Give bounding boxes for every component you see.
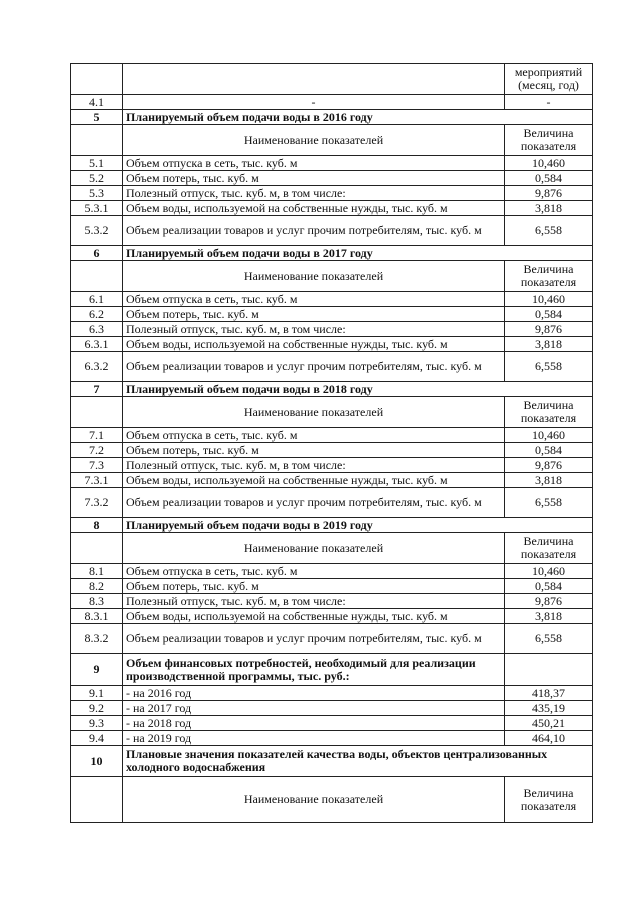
table-row: [71, 624, 593, 654]
row-name: - на 2016 год: [123, 686, 505, 701]
row-number: 4.1: [71, 95, 123, 110]
row-name: Объем реализации товаров и услуг прочим потребителям, тыс. куб. м: [123, 488, 505, 518]
table-row: [71, 352, 593, 382]
table-row: [71, 594, 593, 609]
row-name: Полезный отпуск, тыс. куб. м, в том числе:: [123, 186, 505, 201]
table-row: [71, 428, 593, 443]
row-value: 9,876: [505, 594, 593, 609]
row-name: Объем отпуска в сеть, тыс. куб. м: [123, 428, 505, 443]
column-header-row: [71, 777, 593, 823]
row-value: 3,818: [505, 201, 593, 216]
row-name: - на 2019 год: [123, 731, 505, 746]
section-title: Объем финансовых потребностей, необходимый для реализации производственной программы, тыс. руб.:: [123, 654, 505, 686]
row-name: Объем потерь, тыс. куб. м: [123, 443, 505, 458]
row-name: Объем потерь, тыс. куб. м: [123, 579, 505, 594]
table-row: [71, 731, 593, 746]
row-name: Объем отпуска в сеть, тыс. куб. м: [123, 292, 505, 307]
row-value: 10,460: [505, 292, 593, 307]
indicators-table: [70, 63, 593, 823]
column-header-value: Величина показателя: [505, 777, 593, 823]
section-title: Планируемый объем подачи воды в 2017 году: [123, 246, 593, 261]
table-row: [71, 201, 593, 216]
table-row: [71, 458, 593, 473]
row-value: 6,558: [505, 488, 593, 518]
section-number: 5: [71, 110, 123, 125]
row-name: Объем воды, используемой на собственные нужды, тыс. куб. м: [123, 609, 505, 624]
row-value: 0,584: [505, 443, 593, 458]
table-row: [71, 171, 593, 186]
row-number: 8.2: [71, 579, 123, 594]
row-number: 5.3.1: [71, 201, 123, 216]
row-number: 6.1: [71, 292, 123, 307]
table-row: [71, 488, 593, 518]
row-name: Объем потерь, тыс. куб. м: [123, 171, 505, 186]
section-number: 8: [71, 518, 123, 533]
row-name: Объем воды, используемой на собственные нужды, тыс. куб. м: [123, 473, 505, 488]
table-row: [71, 95, 593, 110]
row-value: 3,818: [505, 337, 593, 352]
indicators-table-body: [71, 64, 593, 823]
section-title: Планируемый объем подачи воды в 2016 году: [123, 110, 593, 125]
section-title: Плановые значения показателей качества воды, объектов централизованных холодного водоснабжения: [123, 746, 593, 777]
row-name: Объем реализации товаров и услуг прочим потребителям, тыс. куб. м: [123, 352, 505, 382]
row-number: 8.3: [71, 594, 123, 609]
row-number: 7.3.1: [71, 473, 123, 488]
row-number: 6.3.2: [71, 352, 123, 382]
column-header-name: Наименование показателей: [123, 397, 505, 428]
row-name: Объем отпуска в сеть, тыс. куб. м: [123, 564, 505, 579]
row-name: - на 2017 год: [123, 701, 505, 716]
table-row: [71, 716, 593, 731]
row-number: 9.4: [71, 731, 123, 746]
row-number: 5.1: [71, 156, 123, 171]
table-row: [71, 686, 593, 701]
row-value: 9,876: [505, 186, 593, 201]
section-number: 6: [71, 246, 123, 261]
row-number: 5.3: [71, 186, 123, 201]
row-name: - на 2018 год: [123, 716, 505, 731]
row-name: Полезный отпуск, тыс. куб. м, в том числе:: [123, 322, 505, 337]
column-header-row: [71, 261, 593, 292]
row-number: 8.1: [71, 564, 123, 579]
row-number: 9.1: [71, 686, 123, 701]
section-value-empty: [505, 654, 593, 686]
row-name: Объем реализации товаров и услуг прочим потребителям, тыс. куб. м: [123, 624, 505, 654]
row-name: Объем потерь, тыс. куб. м: [123, 307, 505, 322]
column-header-empty: [71, 397, 123, 428]
row-name: Объем воды, используемой на собственные нужды, тыс. куб. м: [123, 201, 505, 216]
column-header-empty: [71, 777, 123, 823]
table-row: [71, 443, 593, 458]
row-number: 6.3: [71, 322, 123, 337]
table-row: [71, 701, 593, 716]
table-row: [71, 609, 593, 624]
row-value: 10,460: [505, 156, 593, 171]
column-header-row: [71, 533, 593, 564]
table-row: [71, 473, 593, 488]
section-header-row: [71, 246, 593, 261]
header-cell-empty-num: [71, 64, 123, 95]
section-header-row: [71, 110, 593, 125]
row-name: Объем реализации товаров и услуг прочим потребителям, тыс. куб. м: [123, 216, 505, 246]
row-number: 7.3.2: [71, 488, 123, 518]
row-value: 10,460: [505, 428, 593, 443]
row-value: 6,558: [505, 352, 593, 382]
row-name: -: [123, 95, 505, 110]
column-header-value: Величина показателя: [505, 533, 593, 564]
row-name: Полезный отпуск, тыс. куб. м, в том числе:: [123, 458, 505, 473]
row-value: 0,584: [505, 171, 593, 186]
row-value: 418,37: [505, 686, 593, 701]
table-row: [71, 292, 593, 307]
column-header-value: Величина показателя: [505, 125, 593, 156]
column-header-row: [71, 397, 593, 428]
row-value: 0,584: [505, 307, 593, 322]
row-value: 6,558: [505, 216, 593, 246]
row-number: 5.2: [71, 171, 123, 186]
table-row: [71, 186, 593, 201]
row-number: 9.3: [71, 716, 123, 731]
row-number: 5.3.2: [71, 216, 123, 246]
row-value: 3,818: [505, 609, 593, 624]
table-row: [71, 322, 593, 337]
row-number: 7.3: [71, 458, 123, 473]
row-value: 9,876: [505, 322, 593, 337]
table-row: [71, 216, 593, 246]
section-title: Планируемый объем подачи воды в 2019 году: [123, 518, 593, 533]
section-header-row: [71, 518, 593, 533]
column-header-row: [71, 125, 593, 156]
row-value: 9,876: [505, 458, 593, 473]
column-header-name: Наименование показателей: [123, 533, 505, 564]
row-value: 464,10: [505, 731, 593, 746]
column-header-name: Наименование показателей: [123, 777, 505, 823]
row-value: 3,818: [505, 473, 593, 488]
section-number: 9: [71, 654, 123, 686]
column-header-name: Наименование показателей: [123, 261, 505, 292]
section-number: 7: [71, 382, 123, 397]
table-header-row: [71, 64, 593, 95]
row-number: 8.3.1: [71, 609, 123, 624]
table-row: [71, 564, 593, 579]
row-number: 7.2: [71, 443, 123, 458]
row-name: Объем отпуска в сеть, тыс. куб. м: [123, 156, 505, 171]
header-cell-empty-name: [123, 64, 505, 95]
section-header-row: [71, 654, 593, 686]
table-row: [71, 156, 593, 171]
row-value: -: [505, 95, 593, 110]
row-name: Объем воды, используемой на собственные нужды, тыс. куб. м: [123, 337, 505, 352]
header-cell-event-date: мероприятий (месяц, год): [505, 64, 593, 95]
table-row: [71, 337, 593, 352]
row-number: 8.3.2: [71, 624, 123, 654]
table-row: [71, 307, 593, 322]
row-number: 9.2: [71, 701, 123, 716]
section-header-row: [71, 382, 593, 397]
column-header-empty: [71, 261, 123, 292]
column-header-name: Наименование показателей: [123, 125, 505, 156]
column-header-empty: [71, 533, 123, 564]
section-header-row: [71, 746, 593, 777]
row-number: 7.1: [71, 428, 123, 443]
section-title: Планируемый объем подачи воды в 2018 году: [123, 382, 593, 397]
row-value: 6,558: [505, 624, 593, 654]
row-value: 450,21: [505, 716, 593, 731]
column-header-value: Величина показателя: [505, 397, 593, 428]
row-value: 0,584: [505, 579, 593, 594]
section-number: 10: [71, 746, 123, 777]
column-header-value: Величина показателя: [505, 261, 593, 292]
row-value: 10,460: [505, 564, 593, 579]
row-value: 435,19: [505, 701, 593, 716]
row-number: 6.3.1: [71, 337, 123, 352]
column-header-empty: [71, 125, 123, 156]
row-name: Полезный отпуск, тыс. куб. м, в том числе:: [123, 594, 505, 609]
row-number: 6.2: [71, 307, 123, 322]
table-row: [71, 579, 593, 594]
